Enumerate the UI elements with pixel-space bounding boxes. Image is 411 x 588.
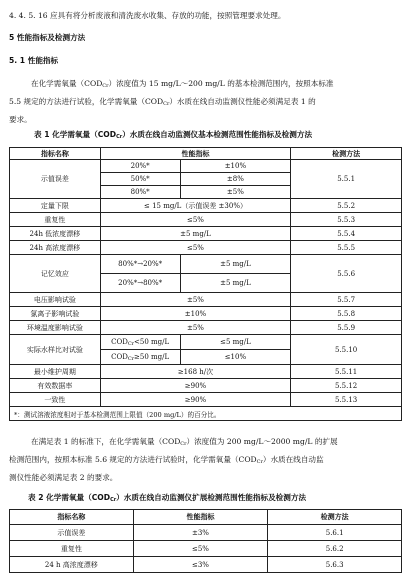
table-1-header-name: 指标名称	[10, 148, 101, 160]
section-5-heading: 5 性能指标及检测方法	[9, 33, 86, 42]
table-row: 24h 低浓度漂移 ±5 mg/L 5.5.4	[10, 227, 402, 241]
clause-4-4-5-16: 4. 4. 5. 16 应具有将分析废液和清洗废水收集、存放的功能，按照管理要求处理。	[9, 11, 286, 20]
table-1-header-method: 检测方法	[291, 148, 402, 160]
table-row: 示值误差 20%* ±10% 5.5.1	[10, 160, 402, 173]
table-row: 示值误差 ±3% 5.6.1	[10, 525, 402, 541]
table-1-note-row	[10, 407, 402, 421]
table-row: 定量下限 ≤ 15 mg/L（示值误差 ±30%） 5.5.2	[10, 199, 402, 213]
table-row: 有效数据率 ≥90% 5.5.12	[10, 379, 402, 393]
table-2-header-indicator: 性能指标	[133, 510, 268, 525]
table-row: 80%* ±5%	[10, 186, 402, 199]
table-row: 实际水样比对试验 $COD_{Cr}<50$ mg/L ≤5 mg/L 5.5.10	[10, 335, 402, 350]
table-row: 记忆效应 80%*→20%* ±5 mg/L 5.5.6	[10, 255, 402, 274]
table-row: 24h 高浓度漂移 ≤5% 5.5.5	[10, 241, 402, 255]
table-2-header-method: 检测方法	[268, 510, 402, 525]
table-row: $COD_{Cr}\ge 50$ mg/L ≤10%	[10, 350, 402, 365]
table-1-note: *：测试溶液浓度相对于基本检测范围上限值（200 mg/L）的百分比。	[10, 407, 402, 421]
table-row: 电压影响试验 ±5% 5.5.7	[10, 293, 402, 307]
table-row: 重复性 ≤5% 5.6.2	[10, 541, 402, 557]
table-row: 最小维护周期 ≥168 h/次 5.5.11	[10, 365, 402, 379]
table-row: 24 h 高浓度漂移 ≤3% 5.6.3	[10, 557, 402, 573]
table-2-caption: 表 2 化学需氧量$(COD_{Cr})$水质在线自动监测仪扩展检测范围性能指标及检测方法	[28, 493, 307, 503]
table-row: 50%* ±8%	[10, 173, 402, 186]
table-2	[9, 509, 402, 573]
table-1-caption: 表 1 化学需氧量$(COD_{Cr})$水质在线自动监测仪基本检测范围性能指标及检测方法	[34, 130, 313, 140]
section-5-1-heading: 5. 1 性能指标	[9, 56, 59, 65]
table-row: 氯离子影响试验 ±10% 5.5.8	[10, 307, 402, 321]
table-2-header-name: 指标名称	[10, 510, 134, 525]
table-row: 20%*→80%* ±5 mg/L	[10, 274, 402, 293]
table-row: 环境温度影响试验 ±5% 5.5.9	[10, 321, 402, 335]
table-row: 一致性 ≥90% 5.5.13	[10, 393, 402, 407]
paragraph-2: 在满足表 1 的标准下，在化学需氧量$(COD_{Cr})$浓度值为 200 mg/L～2000 mg/L 的扩展 检测范围内，按照本标准 5.6 规定的方法进行试验时，化学需氧量$(COD_{Cr})$水质在线自动监 测仪性能必须满足表 2 的要求。	[9, 437, 338, 482]
table-row: 重复性 ≤5% 5.5.3	[10, 213, 402, 227]
table-1-header-indicator: 性能指标	[100, 148, 291, 160]
paragraph-1: 在化学需氧量$(COD_{Cr})$浓度值为 15 mg/L～200 mg/L 的基本检测范围内，按照本标准 5.5 规定的方法进行试验，化学需氧量$(COD_{Cr})$水质在线自动监测仪性能必须满足表 1 的 要求。	[9, 79, 334, 124]
table-1	[9, 147, 402, 421]
